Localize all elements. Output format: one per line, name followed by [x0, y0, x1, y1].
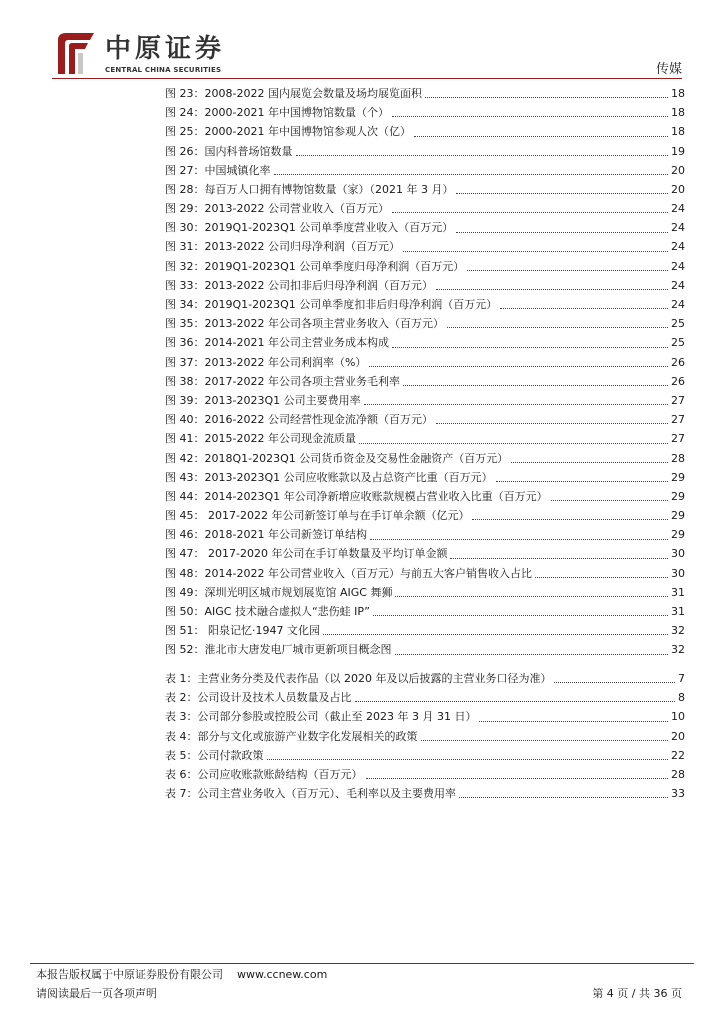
toc-dot-leader: [551, 500, 668, 501]
website-link[interactable]: www.ccnew.com: [237, 968, 328, 981]
toc-page-number: 31: [671, 605, 685, 619]
table-list: [165, 669, 685, 803]
toc-label: 图 48：2014-2022 年公司营业收入（百万元）与前五大客户销售收入占比: [165, 566, 532, 580]
toc-page-number: 27: [671, 393, 685, 407]
figure-list: [165, 84, 685, 660]
toc-label: 图 37：2013-2022 年公司利润率（%）: [165, 355, 367, 369]
toc-page-number: 22: [671, 748, 685, 762]
toc-row[interactable]: [165, 746, 685, 765]
toc-dot-leader: [447, 327, 668, 328]
toc-dot-leader: [479, 721, 668, 722]
toc-page-number: 24: [671, 202, 685, 216]
brand-name-english: CENTRAL CHINA SECURITIES: [105, 66, 222, 74]
toc-row[interactable]: [165, 295, 685, 314]
toc-row[interactable]: [165, 103, 685, 122]
toc-page-number: 24: [671, 278, 685, 292]
toc-row[interactable]: [165, 276, 685, 295]
toc-label: 表 6：公司应收账款账龄结构（百万元）: [165, 767, 363, 781]
toc-label: 图 30：2019Q1-2023Q1 公司单季度营业收入（百万元）: [165, 221, 454, 235]
toc-label: 图 27：中国城镇化率: [165, 163, 271, 177]
toc-page-number: 20: [671, 729, 685, 743]
toc-dot-leader: [500, 308, 668, 309]
toc-page-number: 32: [671, 643, 685, 657]
toc-page-number: 26: [671, 355, 685, 369]
toc-row[interactable]: [165, 84, 685, 103]
toc-label: 图 36：2014-2021 年公司主营业务成本构成: [165, 336, 389, 350]
toc-label: 图 40：2016-2022 公司经营性现金流净额（百万元）: [165, 413, 433, 427]
toc-label: 图 39：2013-2023Q1 公司主要费用率: [165, 393, 361, 407]
toc-dot-leader: [395, 654, 669, 655]
toc-page-number: 24: [671, 298, 685, 312]
toc-page-number: 28: [671, 767, 685, 781]
toc-label: 图 50：AIGC 技术融合虚拟人“悲伤蛙 IP”: [165, 605, 370, 619]
toc-dot-leader: [450, 558, 668, 559]
toc-dot-leader: [355, 701, 676, 702]
toc-row[interactable]: [165, 314, 685, 333]
toc-page-number: 29: [671, 528, 685, 542]
toc-label: 图 45： 2017-2022 年公司新签订单与在手订单余额（亿元）: [165, 509, 470, 523]
toc-row[interactable]: [165, 545, 685, 564]
toc-page-number: 20: [671, 182, 685, 196]
toc-label: 图 46：2018-2021 年公司新签订单结构: [165, 528, 367, 542]
toc-label: 图 33：2013-2022 公司扣非后归母净利润（百万元）: [165, 278, 433, 292]
toc-row[interactable]: [165, 257, 685, 276]
toc-dot-leader: [370, 539, 668, 540]
toc-label: 图 24：2000-2021 年中国博物馆数量（个）: [165, 106, 389, 120]
toc-row[interactable]: [165, 640, 685, 659]
section-title: 传媒: [655, 62, 682, 77]
toc-row[interactable]: [165, 669, 685, 688]
toc-row[interactable]: [165, 688, 685, 707]
toc-row[interactable]: [165, 506, 685, 525]
toc-dot-leader: [421, 740, 669, 741]
toc-dot-leader: [403, 385, 668, 386]
toc-page-number: 24: [671, 221, 685, 235]
toc-label: 表 2：公司设计及技术人员数量及占比: [165, 691, 352, 705]
toc-page-number: 30: [671, 547, 685, 561]
toc-label: 表 7：公司主营业务收入（百万元）、毛利率以及主要费用率: [165, 787, 456, 801]
brand-name-chinese: 中原证券: [105, 34, 226, 64]
toc-page-number: 31: [671, 585, 685, 599]
toc-row[interactable]: [165, 429, 685, 448]
toc-label: 图 29：2013-2022 公司营业收入（百万元）: [165, 202, 389, 216]
toc-page-number: 20: [671, 163, 685, 177]
toc-label: 图 34：2019Q1-2023Q1 公司单季度扣非后归母净利润（百万元）: [165, 298, 498, 312]
company-logo-icon: [52, 30, 98, 76]
toc-label: 图 47： 2017-2020 年公司在手订单数量及平均订单金额: [165, 547, 448, 561]
toc-page-number: 8: [678, 691, 685, 705]
toc-page-number: 33: [671, 787, 685, 801]
toc-dot-leader: [359, 443, 668, 444]
toc-page-number: 29: [671, 509, 685, 523]
toc-label: 图 28：每百万人口拥有博物馆数量（家）（2021 年 3 月）: [165, 182, 454, 196]
toc-label: 图 26：国内科普场馆数量: [165, 144, 293, 158]
toc-page-number: 29: [671, 470, 685, 484]
toc-label: 图 38：2017-2022 年公司各项主营业务毛利率: [165, 374, 400, 388]
toc-row[interactable]: [165, 784, 685, 803]
toc-dot-leader: [456, 232, 668, 233]
toc-page-number: 7: [678, 671, 685, 685]
toc-label: 表 5：公司付款政策: [165, 748, 264, 762]
toc-dot-leader: [373, 615, 668, 616]
toc-page-number: 25: [671, 317, 685, 331]
toc-row[interactable]: [165, 583, 685, 602]
toc-row[interactable]: [165, 621, 685, 640]
toc-dot-leader: [414, 136, 668, 137]
toc-page-number: 18: [671, 86, 685, 100]
toc-label: 表 4：部分与文化或旅游产业数字化发展相关的政策: [165, 729, 418, 743]
toc-row[interactable]: [165, 218, 685, 237]
toc-page-number: 25: [671, 336, 685, 350]
disclaimer-text: 请阅读最后一页各项声明: [36, 987, 157, 1000]
toc-dot-leader: [274, 174, 669, 175]
toc-row[interactable]: [165, 410, 685, 429]
toc-dot-leader: [511, 462, 668, 463]
toc-dot-leader: [436, 289, 668, 290]
toc-dot-leader: [535, 577, 668, 578]
toc-row[interactable]: [165, 142, 685, 161]
toc-label: 表 1：主营业务分类及代表作品（以 2020 年及以后披露的主营业务口径为准）: [165, 671, 552, 685]
toc-label: 图 43：2013-2023Q1 公司应收账款以及占总资产比重（百万元）: [165, 470, 493, 484]
copyright-text: 本报告版权属于中原证券股份有限公司: [36, 968, 223, 981]
footer-divider: [30, 963, 694, 964]
toc-label: 图 35：2013-2022 年公司各项主营业务收入（百万元）: [165, 317, 444, 331]
toc-dot-leader: [392, 212, 668, 213]
toc-page-number: 18: [671, 106, 685, 120]
toc-row[interactable]: [165, 449, 685, 468]
toc-page-number: 18: [671, 125, 685, 139]
header-divider: [52, 78, 682, 79]
toc-page-number: 24: [671, 240, 685, 254]
toc-row[interactable]: [165, 525, 685, 544]
toc-dot-leader: [456, 193, 668, 194]
toc-page-number: 30: [671, 566, 685, 580]
toc-label: 图 52：淮北市大唐发电厂城市更新项目概念图: [165, 643, 392, 657]
toc-row[interactable]: [165, 727, 685, 746]
toc-dot-leader: [364, 404, 668, 405]
toc-row[interactable]: [165, 765, 685, 784]
toc-dot-leader: [392, 116, 668, 117]
toc-page-number: 27: [671, 432, 685, 446]
toc-dot-leader: [267, 759, 669, 760]
toc-row[interactable]: [165, 199, 685, 218]
toc-dot-leader: [436, 423, 668, 424]
toc-row[interactable]: [165, 564, 685, 583]
toc-row[interactable]: [165, 238, 685, 257]
toc-label: 图 51： 阳泉记忆·1947 文化园: [165, 624, 320, 638]
toc-dot-leader: [425, 97, 668, 98]
toc-dot-leader: [323, 634, 668, 635]
toc-row[interactable]: [165, 122, 685, 141]
toc-row[interactable]: [165, 487, 685, 506]
toc-row[interactable]: [165, 707, 685, 726]
toc-row[interactable]: [165, 602, 685, 621]
toc-dot-leader: [554, 682, 675, 683]
toc-dot-leader: [296, 155, 669, 156]
toc-dot-leader: [392, 347, 668, 348]
page-indicator: 第 4 页 / 共 36 页: [592, 987, 682, 1000]
toc-row[interactable]: [165, 391, 685, 410]
toc-label: 图 49：深圳光明区城市规划展览馆 AIGC 舞狮: [165, 585, 393, 599]
toc-page-number: 28: [671, 451, 685, 465]
toc-page-number: 32: [671, 624, 685, 638]
toc-row[interactable]: [165, 372, 685, 391]
toc-page-number: 29: [671, 489, 685, 503]
toc-row[interactable]: [165, 333, 685, 352]
toc-label: 图 23：2008-2022 国内展览会数量及场均展览面积: [165, 86, 422, 100]
toc-label: 图 42：2018Q1-2023Q1 公司货币资金及交易性金融资产（百万元）: [165, 451, 509, 465]
toc-dot-leader: [395, 596, 668, 597]
toc-dot-leader: [467, 270, 668, 271]
toc-dot-leader: [403, 251, 668, 252]
toc-dot-leader: [369, 366, 668, 367]
toc-label: 图 31：2013-2022 公司归母净利润（百万元）: [165, 240, 400, 254]
toc-row[interactable]: [165, 180, 685, 199]
toc-label: 表 3：公司部分参股或控股公司（截止至 2023 年 3 月 31 日）: [165, 710, 477, 724]
toc-page-number: 10: [671, 710, 685, 724]
toc-label: 图 41：2015-2022 年公司现金流质量: [165, 432, 356, 446]
toc-row[interactable]: [165, 161, 685, 180]
toc-label: 图 44：2014-2023Q1 年公司净新增应收账款规模占营业收入比重（百万元）: [165, 489, 548, 503]
toc-page-number: 27: [671, 413, 685, 427]
toc-row[interactable]: [165, 468, 685, 487]
toc-label: 图 25：2000-2021 年中国博物馆参观人次（亿）: [165, 125, 411, 139]
toc-dot-leader: [496, 481, 668, 482]
toc-row[interactable]: [165, 353, 685, 372]
toc-dot-leader: [366, 778, 669, 779]
toc-dot-leader: [472, 519, 668, 520]
footer-copyright-line: [36, 967, 327, 983]
toc-label: 图 32：2019Q1-2023Q1 公司单季度归母净利润（百万元）: [165, 259, 465, 273]
toc-page-number: 24: [671, 259, 685, 273]
toc-dot-leader: [459, 797, 668, 798]
toc-page-number: 19: [671, 144, 685, 158]
toc-page-number: 26: [671, 374, 685, 388]
